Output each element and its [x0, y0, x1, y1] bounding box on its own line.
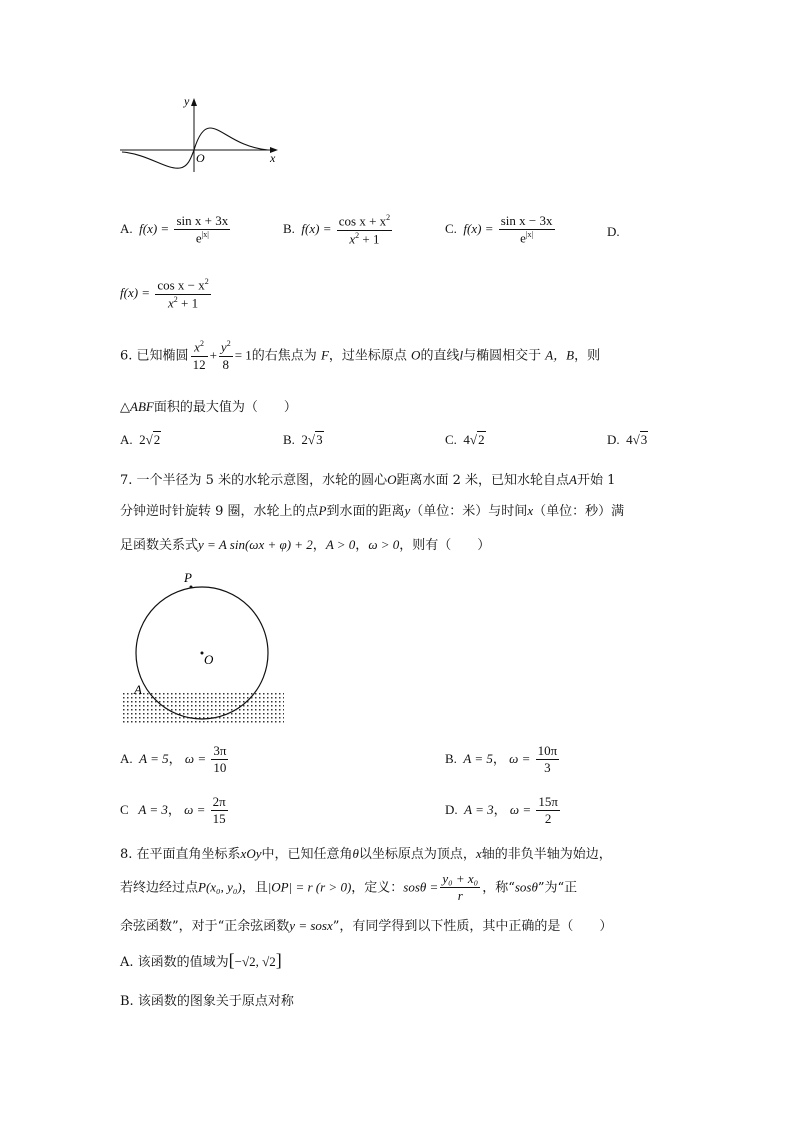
q6-stem-line1: 6. 已知椭圆 $\frac{x^2}{12}$ + $\frac{y^2}{8}$ = 1的右焦点为 F，过坐标原点 O的直线l与椭圆相交于 A，B，则 — [120, 339, 601, 372]
y-axis-arrow-icon — [191, 98, 197, 106]
q7-option-c[interactable]: C A = 3， ω = $\frac{2\pi}{15}$ — [120, 794, 226, 827]
q7-option-d[interactable]: D. A = 3， ω = $\frac{15\pi}{2}$ — [445, 794, 558, 827]
q5-option-d[interactable]: f(x) = $\frac{\cos x - x^2}{x^2 + 1}$ — [120, 277, 209, 310]
origin-label: O — [196, 151, 205, 165]
y-axis-label: y — [184, 94, 190, 108]
point-p-label: P — [184, 570, 192, 585]
q6-option-c[interactable]: C. 4√2 — [445, 432, 485, 447]
q6-option-a[interactable]: A. 2√2 — [120, 432, 161, 447]
q5-option-a[interactable]: A. f(x) = $\frac{\text{sin x + 3x}}{e^{|x|}}$ — [120, 213, 229, 246]
q7-option-a[interactable]: A. A = 5， ω = $\frac{3\pi}{10}$ — [120, 743, 227, 776]
q6-option-b[interactable]: B. 2√3 — [283, 432, 323, 447]
function-graph — [118, 92, 288, 174]
q8-stem-line3: 余弦函数”，对于“正余弦函数y = sosx”，有同学得到以下性质，其中正确的是（ ） — [120, 918, 613, 934]
q6-stem-line2: △ABF面积的最大值为（ ） — [120, 399, 297, 415]
q5-option-d-letter[interactable]: D. — [607, 224, 620, 239]
x-axis-label: x — [270, 151, 276, 165]
q5-option-b[interactable]: B. f(x) = $\frac{\cos x + x^2}{x^2 + 1}$ — [283, 213, 391, 246]
q8-option-b[interactable]: B. 该函数的图象关于原点对称 — [120, 994, 294, 1009]
q7-stem-line3: 足函数关系式y = A sin(ωx + φ) + 2，A > 0，ω > 0，则有（ ） — [120, 537, 491, 553]
q5-option-c[interactable]: C. f(x) = $\frac{\text{sin x − 3x}}{e^{|x|}}$ — [445, 213, 553, 246]
function-curve — [122, 128, 268, 168]
q7-option-b[interactable]: B. A = 5， ω = $\frac{10\pi}{3}$ — [445, 743, 558, 776]
q8-stem-line2: 若终边经过点P(x₀, y₀)，且|OP| = r (r > 0)，定义：sosθ = $\frac{\text{y₀ + x₀}}{r}$ ，称“sosθ”为“正 — [120, 871, 578, 904]
q6-option-d[interactable]: D. 4√3 — [607, 432, 648, 447]
point-a-label: A — [134, 682, 142, 697]
center-label: O — [204, 652, 214, 667]
q8-option-a[interactable]: A. 该函数的值域为[−√2, √2] — [120, 950, 282, 970]
q7-stem-line1: 7. 一个半径为 5 米的水轮示意图，水轮的圆心O距离水面 2 米，已知水轮自点A开始 1 — [120, 472, 616, 488]
q7-stem-line2: 分钟逆时针旋转 9 圈，水轮上的点P到水面的距离y（单位：米）与时间x（单位：秒）满 — [120, 503, 625, 519]
q8-stem-line1: 8. 在平面直角坐标系xOy中，已知任意角θ以坐标原点为顶点，x轴的非负半轴为始边， — [120, 846, 612, 862]
water-wheel-figure — [118, 568, 288, 726]
point-p — [190, 586, 193, 589]
